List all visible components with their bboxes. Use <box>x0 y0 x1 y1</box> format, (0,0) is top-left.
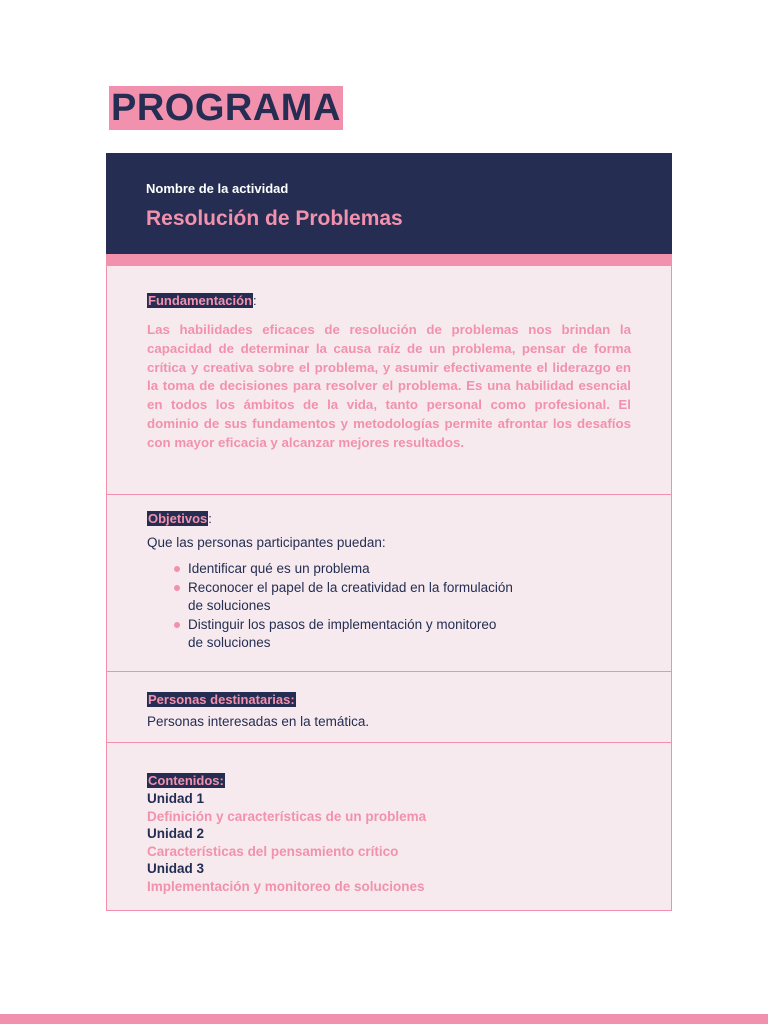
activity-name-value: Resolución de Problemas <box>146 207 403 230</box>
page-title: PROGRAMA <box>111 87 341 129</box>
contenidos-heading: Contenidos: <box>148 773 224 788</box>
fundamentacion-heading: Fundamentación <box>148 293 253 308</box>
destinatarios-text: Personas interesadas en la temática. <box>147 714 370 729</box>
objetivos-heading: Objetivos <box>148 511 208 526</box>
fundamentacion-text: Las habilidades eficaces de resolución de problemas nos brindan la capacidad de determinar la causa raíz de un problema, pensar de forma crítica y creativa sobre el problema, y asumir efectivamente el liderazgo en la toma de decisiones para resolver el problema. Es una habilidad esencial en todos los ámbitos de la vida, tanto personal como profesional. El dominio de sus fundamentos y metodologías permite afrontar los desafíos con mayor eficacia y alcanzar mejores resultados. <box>147 322 631 450</box>
unit-topic: Implementación y monitoreo de soluciones <box>147 878 425 894</box>
objetivos-colon: : <box>208 511 212 526</box>
list-item <box>174 579 631 616</box>
list-item <box>174 560 631 579</box>
activity-header <box>106 153 672 254</box>
bullet-icon <box>174 566 180 572</box>
fundamentacion-colon: : <box>253 293 257 308</box>
unit-topic: Características del pensamiento crítico <box>147 843 399 859</box>
bullet-icon <box>174 622 180 628</box>
objetivo-text-continuation: de soluciones <box>188 598 271 613</box>
activity-name-label: Nombre de la actividad <box>146 181 289 196</box>
destinatarios-heading: Personas destinatarias: <box>148 692 295 707</box>
objetivo-text: Identificar qué es un problema <box>188 561 370 576</box>
header-divider <box>106 254 672 266</box>
objetivo-text: Reconocer el papel de la creatividad en la formulación <box>188 579 513 595</box>
objetivo-text-continuation: de soluciones <box>188 635 271 650</box>
objetivos-list <box>147 560 631 653</box>
unit-name: Unidad 1 <box>147 791 205 806</box>
contenidos-section <box>106 743 672 911</box>
footer-bar <box>0 1014 768 1024</box>
destinatarios-section <box>106 672 672 743</box>
objetivos-intro: Que las personas participantes puedan: <box>147 535 386 550</box>
unit-name: Unidad 3 <box>147 861 205 877</box>
unit-topic: Definición y características de un problema <box>147 808 427 824</box>
bullet-icon <box>174 585 180 591</box>
objetivos-section <box>106 495 672 672</box>
program-card <box>106 153 672 911</box>
objetivo-text: Distinguir los pasos de implementación y monitoreo <box>188 616 497 632</box>
list-item <box>174 616 631 653</box>
unit-name: Unidad 2 <box>147 826 205 842</box>
fundamentacion-section <box>106 266 672 495</box>
